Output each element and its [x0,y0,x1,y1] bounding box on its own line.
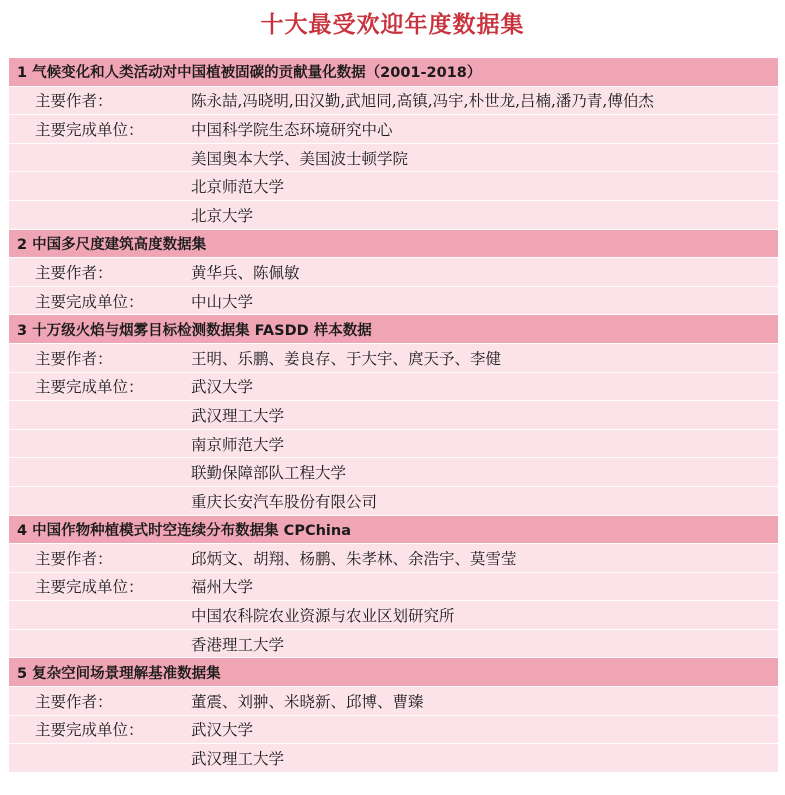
units-label: 主要完成单位： [35,378,144,397]
authors-label: 主要作者： [35,692,113,711]
authors-label: 主要作者： [35,92,113,111]
dataset-table [8,58,779,773]
unit-value: 福州大学 [191,578,254,597]
unit-value: 香港理工大学 [191,635,285,654]
dataset-header: 4 中国作物种植模式时空连续分布数据集 CPChina [9,516,778,545]
unit-row [9,373,778,402]
dataset-header: 5 复杂空间场景理解基准数据集 [9,658,778,687]
unit-row [9,115,778,144]
unit-row [9,430,778,459]
unit-value: 北京大学 [191,206,254,225]
authors-label: 主要作者： [35,549,113,568]
units-label: 主要完成单位： [35,120,144,139]
unit-value: 中国农科院农业资源与农业区划研究所 [191,607,455,626]
dataset-header: 1 气候变化和人类活动对中国植被固碳的贡献量化数据（2001-2018） [9,58,778,87]
dataset-header: 2 中国多尺度建筑高度数据集 [9,230,778,259]
unit-row [9,573,778,602]
authors-value: 陈永喆,冯晓明,田汉勤,武旭同,高镇,冯宇,朴世龙,吕楠,潘乃青,傅伯杰 [191,92,654,111]
authors-value: 黄华兵、陈佩敏 [191,263,300,282]
authors-row [9,544,778,573]
units-label: 主要完成单位： [35,721,144,740]
authors-value: 王明、乐鹏、姜良存、于大宇、庹天予、李健 [191,349,502,368]
unit-value: 武汉理工大学 [191,406,285,425]
unit-row [9,601,778,630]
unit-value: 武汉大学 [191,721,254,740]
units-label: 主要完成单位： [35,578,144,597]
unit-row [9,287,778,316]
unit-row [9,487,778,516]
unit-value: 中山大学 [191,292,254,311]
unit-value: 南京师范大学 [191,435,285,454]
unit-value: 武汉理工大学 [191,750,285,769]
unit-value: 中国科学院生态环境研究中心 [191,120,393,139]
unit-row [9,144,778,173]
unit-row [9,630,778,659]
unit-row [9,201,778,230]
authors-value: 邱炳文、胡翔、杨鹏、朱孝林、余浩宇、莫雪莹 [191,549,517,568]
unit-value: 美国奥本大学、美国波士顿学院 [191,149,409,168]
unit-value: 北京师范大学 [191,178,285,197]
unit-row [9,172,778,201]
dataset-header: 3 十万级火焰与烟雾目标检测数据集 FASDD 样本数据 [9,315,778,344]
authors-value: 董震、刘翀、米晓新、邱博、曹臻 [191,692,424,711]
unit-value: 重庆长安汽车股份有限公司 [191,492,378,511]
authors-row [9,258,778,287]
unit-row [9,716,778,745]
authors-label: 主要作者： [35,349,113,368]
unit-row [9,401,778,430]
unit-row [9,458,778,487]
unit-row [9,744,778,773]
units-label: 主要完成单位： [35,292,144,311]
authors-label: 主要作者： [35,263,113,282]
authors-row [9,344,778,373]
authors-row [9,687,778,716]
unit-value: 武汉大学 [191,378,254,397]
unit-value: 联勤保障部队工程大学 [191,464,347,483]
authors-row [9,87,778,116]
page-title: 十大最受欢迎年度数据集 [260,12,525,38]
